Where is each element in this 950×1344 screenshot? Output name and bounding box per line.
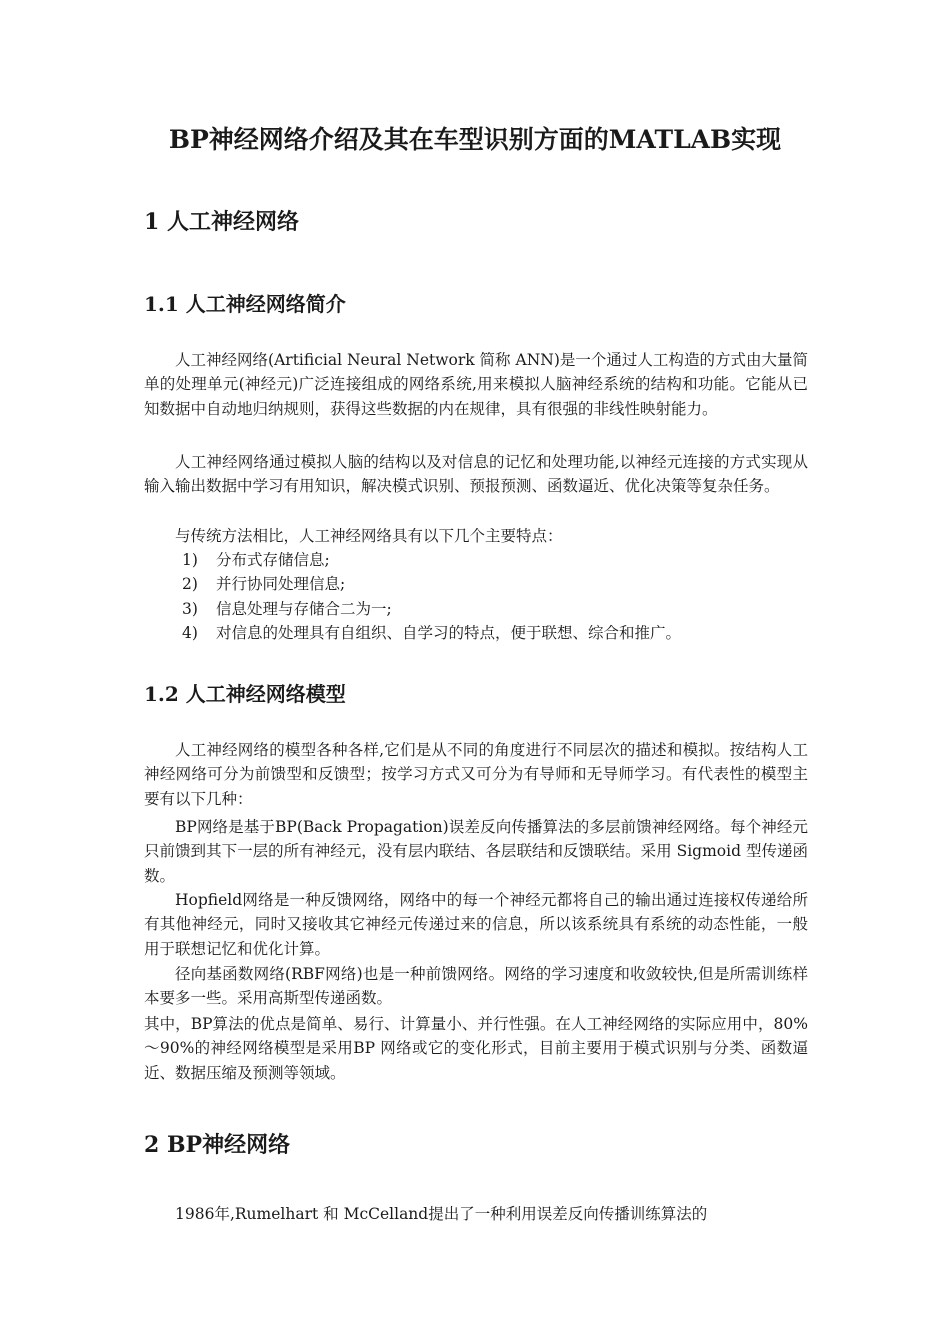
list-item xyxy=(182,597,808,621)
section-2-paragraph-1: 1986年,Rumelhart 和 McCelland提出了一种利用误差反向传播训练算法的 xyxy=(175,1205,708,1223)
list-item-text: 对信息的处理具有自组织、自学习的特点，便于联想、综合和推广。 xyxy=(216,624,682,643)
section-1-1-paragraph-2: 人工神经网络通过模拟人脑的结构以及对信息的记忆和处理功能,以神经元连接的方式实现从输入输出数据中学习有用知识，解决模式识别、预报预测、函数逼近、优化决策等复杂任务。 xyxy=(144,453,808,496)
section-1-2-paragraph-5: 其中，BP算法的优点是简单、易行、计算量小、并行性强。在人工神经网络的实际应用中，80%～90%的神经网络模型是采用BP 网络或它的变化形式，目前主要用于模式识别与分类、函数逼近、数据压缩及预测等领域。 xyxy=(144,1015,808,1082)
list-item xyxy=(182,548,808,572)
list-item-text: 信息处理与存储合二为一; xyxy=(216,599,392,618)
list-item-text: 并行协同处理信息; xyxy=(216,575,346,594)
section-1-1-paragraph-3: 与传统方法相比，人工神经网络具有以下几个主要特点： xyxy=(175,527,563,545)
section-1-1-paragraph-1: 人工神经网络(Artificial Neural Network 简称 ANN)是一个通过人工构造的方式由大量简单的处理单元(神经元)广泛连接组成的网络系统,用来模拟人脑神经系统的结构和功能。它能从已知数据中自动地归纳规则，获得这些数据的内在规律，具有很强的非线性映射能力。 xyxy=(144,351,808,418)
list-item xyxy=(182,621,808,645)
section-1-2-heading: 1.2 人工神经网络模型 xyxy=(144,682,346,706)
section-1-heading: 1 人工神经网络 xyxy=(144,209,299,235)
list-item-number: 2) xyxy=(182,575,198,594)
list-item-number: 3) xyxy=(182,599,198,618)
list-item-text: 分布式存储信息; xyxy=(216,551,330,569)
section-2-heading: 2 BP神经网络 xyxy=(144,1132,291,1158)
section-1-2-paragraph-1: 人工神经网络的模型各种各样,它们是从不同的角度进行不同层次的描述和模拟。按结构人工神经网络可分为前馈型和反馈型；按学习方式又可分为有导师和无导师学习。有代表性的模型主要有以下几种： xyxy=(144,741,808,808)
section-1-2-paragraph-3: Hopfield网络是一种反馈网络，网络中的每一个神经元都将自己的输出通过连接权传递给所有其他神经元，同时又接收其它神经元传递过来的信息，所以该系统具有系统的动态性能，一般用于联想记忆和优化计算。 xyxy=(144,891,808,958)
list-item xyxy=(182,572,808,596)
document-title: BP神经网络介绍及其在车型识别方面的MATLAB实现 xyxy=(168,125,782,154)
section-1-2-paragraph-2: BP网络是基于BP(Back Propagation)误差反向传播算法的多层前馈神经网络。每个神经元只前馈到其下一层的所有神经元，没有层内联结、各层联结和反馈联结。采用 Sigmoid 型传递函数。 xyxy=(144,818,808,885)
list-item-number: 4) xyxy=(182,624,198,643)
list-item-number: 1) xyxy=(182,551,198,569)
feature-list xyxy=(182,548,808,646)
section-1-1-heading: 1.1 人工神经网络简介 xyxy=(144,292,346,316)
section-1-2-paragraph-4: 径向基函数网络(RBF网络)也是一种前馈网络。网络的学习速度和收敛较快,但是所需训练样本要多一些。采用高斯型传递函数。 xyxy=(144,965,808,1008)
